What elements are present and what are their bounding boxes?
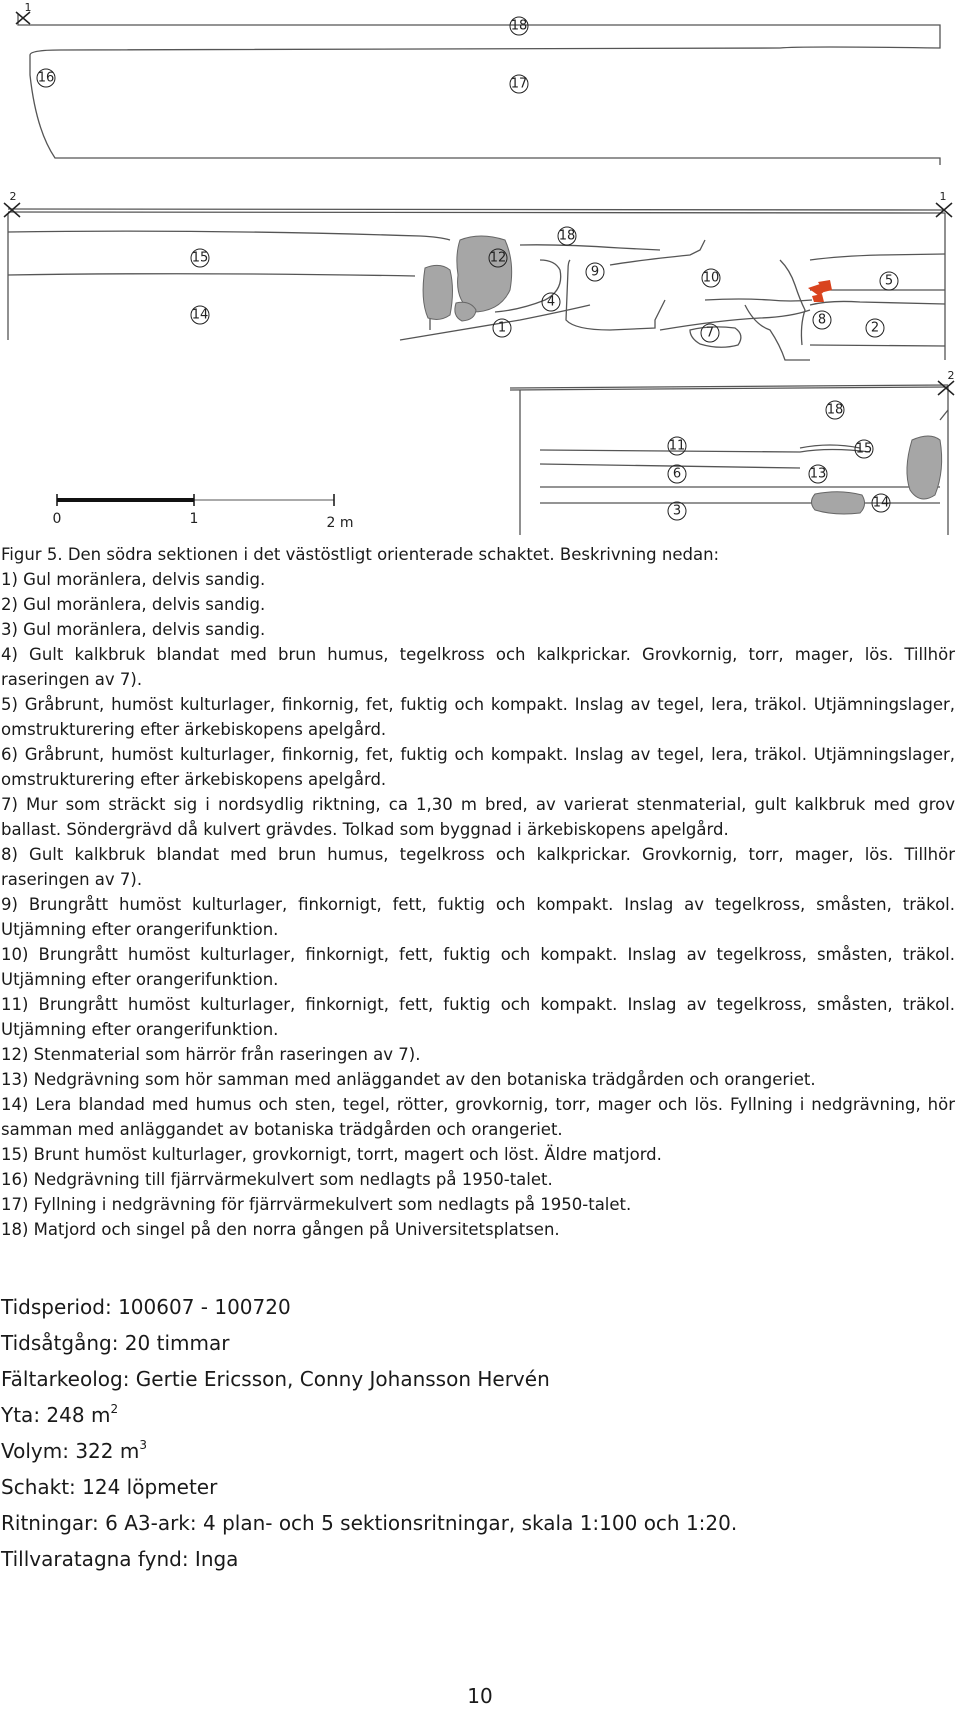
caption-item: 14) Lera blandad med humus och sten, tegel, rötter, grovkornig, torr, mager och lös. Fyllning i nedgrävning, hör samman med anläggandet av botaniska trädgården och orangeriet. <box>1 1095 955 1139</box>
volume-text: Volym: 322 m <box>1 1439 140 1463</box>
drawings: Ritningar: 6 A3-ark: 4 plan- och 5 sektionsritningar, skala 1:100 och 1:20. <box>1 1511 738 1535</box>
label-lower-15: 15 <box>855 441 873 457</box>
label-lower-13: 13 <box>809 466 827 482</box>
label-middle-4: 4 <box>546 294 556 310</box>
section-marker-2-left: 2 <box>9 190 17 203</box>
scale-tick-1: 1 <box>189 511 199 527</box>
scale-tick-0: 0 <box>52 511 62 527</box>
caption-item: 4) Gult kalkbruk blandat med brun humus, tegelkross och kalkprickar. Grovkornig, torr, mager, lös. Tillhör raseringen av 7). <box>1 645 955 689</box>
field-archaeologists: Fältarkeolog: Gertie Ericsson, Conny Johansson Hervén <box>1 1367 550 1391</box>
finds: Tillvaratagna fynd: Inga <box>1 1547 239 1571</box>
volume-exponent: 3 <box>139 1438 147 1452</box>
caption-item: 8) Gult kalkbruk blandat med brun humus, tegelkross och kalkprickar. Grovkornig, torr, mager, lös. Tillhör raseringen av 7). <box>1 845 955 889</box>
area <box>1 1397 955 1433</box>
section-marker-1-top: 1 <box>24 1 32 14</box>
label-middle-18: 18 <box>558 228 576 244</box>
page-number: 10 <box>467 1684 493 1708</box>
label-middle-10: 10 <box>702 270 720 286</box>
scale-bar <box>53 494 354 531</box>
label-upper-17: 17 <box>510 76 528 92</box>
label-middle-5: 5 <box>884 273 894 289</box>
caption-item: 2) Gul moränlera, delvis sandig. <box>1 595 266 614</box>
caption-item: 16) Nedgrävning till fjärrvärmekulvert som nedlagts på 1950-talet. <box>1 1170 553 1189</box>
time-spent: Tidsåtgång: 20 timmar <box>1 1331 230 1355</box>
caption-item: 3) Gul moränlera, delvis sandig. <box>1 620 266 639</box>
area-exponent: 2 <box>110 1402 119 1416</box>
caption-item: 11) Brungrått humöst kulturlager, finkornigt, fett, fuktig och kompakt. Inslag av tegelkross, småsten, träkol. Utjämning efter orangerifunktion. <box>1 995 955 1039</box>
label-lower-14: 14 <box>872 495 890 511</box>
caption-title: Figur 5. Den södra sektionen i det västöstligt orienterade schaktet. Beskrivning nedan: <box>1 545 720 564</box>
caption-item: 6) Gråbrunt, humöst kulturlager, finkornig, fet, fuktig och kompakt. Inslag av tegel, lera, träkol. Utjämningslager, omstrukturering efter ärkebiskopens apelgård. <box>1 745 955 789</box>
label-lower-6: 6 <box>672 466 682 482</box>
caption-item: 17) Fyllning i nedgrävning för fjärrvärmekulvert som nedlagts på 1950-talet. <box>1 1195 632 1214</box>
label-middle-12: 12 <box>489 250 507 266</box>
label-middle-1: 1 <box>497 320 507 336</box>
label-upper-16: 16 <box>37 70 55 86</box>
label-middle-7: 7 <box>705 325 715 341</box>
caption-item: 5) Gråbrunt, humöst kulturlager, finkornig, fet, fuktig och kompakt. Inslag av tegel, lera, träkol. Utjämningslager, omstrukturering efter ärkebiskopens apelgård. <box>1 695 955 739</box>
label-middle-14: 14 <box>191 307 209 323</box>
label-upper-18: 18 <box>510 18 528 34</box>
section-marker-1-right: 1 <box>939 190 947 203</box>
caption-item: 1) Gul moränlera, delvis sandig. <box>1 570 266 589</box>
label-lower-3: 3 <box>672 503 682 519</box>
scale-tick-2: 2 m <box>326 515 354 531</box>
label-middle-9: 9 <box>590 264 600 280</box>
label-middle-2: 2 <box>870 320 880 336</box>
section-drawing-figure <box>0 0 960 535</box>
caption-item: 12) Stenmaterial som härrör från raseringen av 7). <box>1 1045 421 1064</box>
volume <box>1 1433 955 1469</box>
caption-item: 10) Brungrått humöst kulturlager, finkornigt, fett, fuktig och kompakt. Inslag av tegelkross, småsten, träkol. Utjämning efter orangerifunktion. <box>1 945 955 989</box>
area-text: Yta: 248 m <box>1 1403 111 1427</box>
caption-item: 13) Nedgrävning som hör samman med anläggandet av den botaniska trädgården och orangeriet. <box>1 1070 816 1089</box>
caption-item: 9) Brungrått humöst kulturlager, finkornigt, fett, fuktig och kompakt. Inslag av tegelkross, småsten, träkol. Utjämning efter orangerifunktion. <box>1 895 955 939</box>
excavation-metadata <box>1 1289 955 1577</box>
figure-caption <box>1 542 955 1242</box>
label-middle-15: 15 <box>191 250 209 266</box>
label-lower-18: 18 <box>826 402 844 418</box>
caption-item: 18) Matjord och singel på den norra gången på Universitetsplatsen. <box>1 1220 560 1239</box>
trench-length: Schakt: 124 löpmeter <box>1 1475 218 1499</box>
time-period: Tidsperiod: 100607 - 100720 <box>1 1295 291 1319</box>
section-marker-2-lower: 2 <box>947 369 955 382</box>
caption-item: 7) Mur som sträckt sig i nordsydlig riktning, ca 1,30 m bred, av varierat stenmaterial, gult kalkbruk med grov ballast. Söndergrävd då kulvert grävdes. Tolkad som byggnad i ärkebiskopens apelgård. <box>1 795 955 839</box>
label-middle-8: 8 <box>817 312 827 328</box>
label-lower-11: 11 <box>668 438 686 454</box>
caption-item: 15) Brunt humöst kulturlager, grovkornigt, torrt, magert och löst. Äldre matjord. <box>1 1145 662 1164</box>
